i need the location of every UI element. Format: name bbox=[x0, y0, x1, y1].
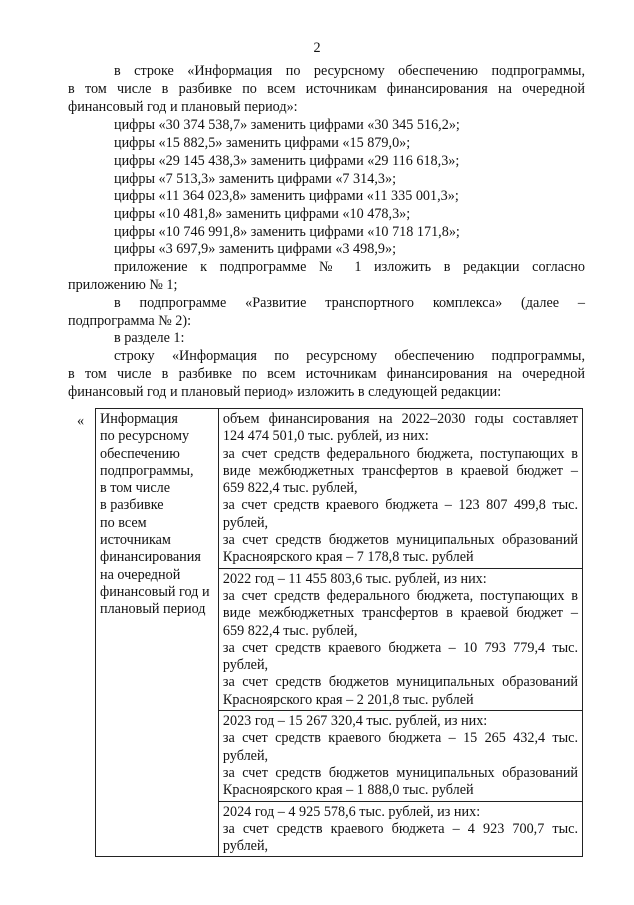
block-line: виде межбюджетных трансфертов в краевой бюджет – bbox=[222, 605, 578, 622]
replacement-line: цифры «29 145 438,3» заменить цифрами «29 116 618,3»; bbox=[114, 153, 460, 169]
block-line: рублей, bbox=[222, 514, 269, 531]
funding-2022-block bbox=[218, 568, 582, 710]
block-line: рублей, bbox=[222, 657, 269, 674]
block-line: за счет средств краевого бюджета – 10 793 779,4 тыс. bbox=[222, 639, 578, 656]
row-intro-line-2: в том числе в разбивке по всем источникам финансирования на очередной bbox=[68, 366, 585, 382]
intro-line-2: в том числе в разбивке по всем источникам финансирования на очередной bbox=[68, 81, 585, 97]
replacement-line: цифры «15 882,5» заменить цифрами «15 879,0»; bbox=[114, 135, 411, 151]
intro-line-1: в строке «Информация по ресурсному обеспечению подпрограммы, bbox=[114, 63, 585, 79]
block-line: за счет средств краевого бюджета – 123 807 499,8 тыс. bbox=[222, 497, 578, 514]
section-heading: в разделе 1: bbox=[114, 330, 185, 346]
block-line: Красноярского края – 1 888,0 тыс. рублей bbox=[222, 782, 474, 799]
header-text-line: источникам bbox=[100, 532, 171, 549]
header-text-line: финансовый год и bbox=[100, 583, 210, 600]
appendix-line-2: приложению № 1; bbox=[68, 277, 178, 293]
block-line: Красноярского края – 7 178,8 тыс. рублей bbox=[222, 549, 474, 566]
block-line: за счет средств федерального бюджета, поступающих в bbox=[222, 445, 578, 462]
replacement-line: цифры «3 697,9» заменить цифрами «3 498,9»; bbox=[114, 241, 397, 257]
table-row-header-cell bbox=[96, 409, 219, 857]
header-text-line: в том числе bbox=[100, 480, 171, 497]
funding-2023-block bbox=[218, 711, 582, 801]
header-text-line: финансирования bbox=[100, 549, 201, 566]
subprogram-line-1: в подпрограмме «Развитие транспортного комплекса» (далее – bbox=[114, 295, 585, 311]
funding-table bbox=[95, 408, 583, 857]
replacement-line: цифры «11 364 023,8» заменить цифрами «11 335 001,3»; bbox=[114, 188, 459, 204]
block-line: за счет средств бюджетов муниципальных образований bbox=[222, 674, 578, 691]
opening-quote: « bbox=[77, 413, 85, 429]
block-line: рублей, bbox=[222, 747, 269, 764]
header-text-line: в разбивке bbox=[100, 497, 164, 514]
intro-line-3: финансовый год и плановый период»: bbox=[68, 99, 298, 115]
header-text-line: на очередной bbox=[100, 566, 181, 583]
header-text-line: Информация bbox=[100, 411, 178, 427]
subprogram-line-2: подпрограмма № 2): bbox=[68, 313, 192, 329]
block-line: рублей, bbox=[222, 838, 269, 855]
block-line: 659 822,4 тыс. рублей, bbox=[222, 480, 358, 497]
block-line: виде межбюджетных трансфертов в краевой бюджет – bbox=[222, 462, 578, 479]
block-line: за счет средств федерального бюджета, поступающих в bbox=[222, 587, 578, 604]
block-line: 124 474 501,0 тыс. рублей, из них: bbox=[222, 428, 429, 445]
block-line: за счет средств бюджетов муниципальных образований bbox=[222, 532, 578, 549]
header-text-line: плановый период bbox=[100, 601, 206, 618]
block-line: за счет средств бюджетов муниципальных образований bbox=[222, 764, 578, 781]
funding-2024-block bbox=[218, 801, 582, 857]
block-line: Красноярского края – 2 201,8 тыс. рублей bbox=[222, 691, 474, 708]
row-intro-line-1: строку «Информация по ресурсному обеспечению подпрограммы, bbox=[114, 348, 585, 364]
block-line: 2023 год – 15 267 320,4 тыс. рублей, из них: bbox=[222, 713, 488, 730]
replacement-line: цифры «10 481,8» заменить цифрами «10 478,3»; bbox=[114, 206, 411, 222]
header-text-line: обеспечению bbox=[100, 445, 180, 462]
header-text-line: подпрограммы, bbox=[100, 462, 194, 479]
block-line: объем финансирования на 2022–2030 годы составляет bbox=[222, 411, 578, 427]
page-number: 2 bbox=[313, 40, 321, 56]
header-text-line: по всем bbox=[100, 514, 147, 531]
replacement-line: цифры «7 513,3» заменить цифрами «7 314,3»; bbox=[114, 171, 397, 187]
block-line: 2024 год – 4 925 578,6 тыс. рублей, из них: bbox=[222, 803, 481, 820]
appendix-line-1: приложение к подпрограмме № 1 изложить в редакции согласно bbox=[114, 259, 585, 275]
row-intro-line-3: финансовый год и плановый период» изложить в следующей редакции: bbox=[68, 384, 502, 400]
block-line: 2022 год – 11 455 803,6 тыс. рублей, из них: bbox=[222, 570, 487, 587]
block-line: за счет средств краевого бюджета – 4 923 700,7 тыс. bbox=[222, 820, 578, 837]
replacement-line: цифры «10 746 991,8» заменить цифрами «10 718 171,8»; bbox=[114, 224, 460, 240]
header-text-line: по ресурсному bbox=[100, 428, 190, 445]
block-line: за счет средств краевого бюджета – 15 265 432,4 тыс. bbox=[222, 730, 578, 747]
block-line: 659 822,4 тыс. рублей, bbox=[222, 622, 358, 639]
replacement-line: цифры «30 374 538,7» заменить цифрами «30 345 516,2»; bbox=[114, 117, 460, 133]
funding-total-block bbox=[218, 409, 582, 569]
